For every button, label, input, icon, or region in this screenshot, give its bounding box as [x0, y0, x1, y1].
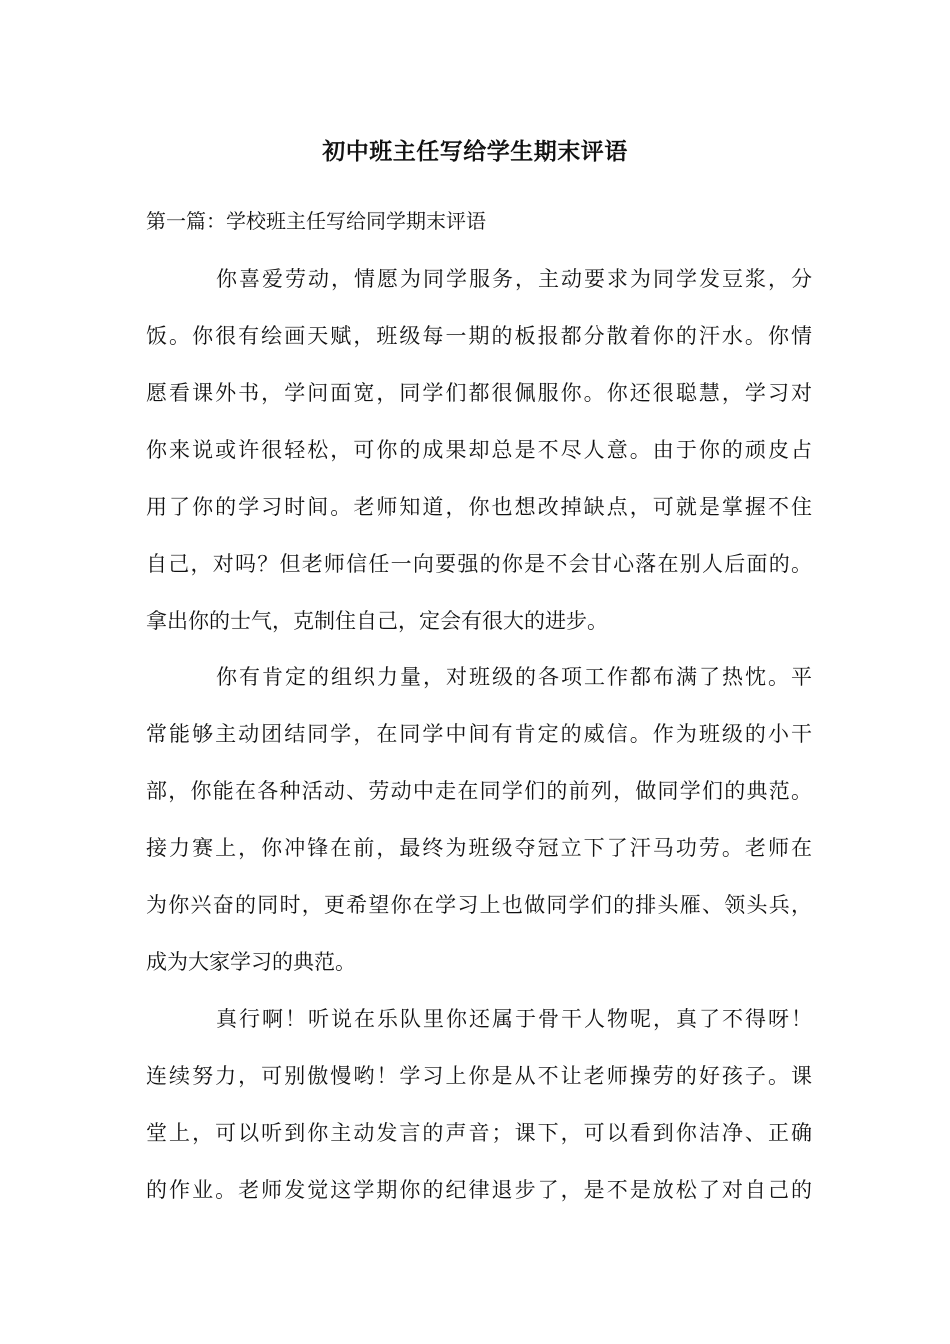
paragraph-line: 自己，对吗？但老师信任一向要强的你是不会甘心落在别人后面的。 — [146, 552, 812, 576]
paragraph-line: 成为大家学习的典范。 — [146, 950, 356, 974]
paragraph-line: 用了你的学习时间。老师知道，你也想改掉缺点，可就是掌握不住 — [146, 495, 812, 519]
paragraph-line: 饭。你很有绘画天赋，班级每一期的板报都分散着你的汗水。你情 — [146, 324, 812, 348]
paragraph-line: 你有肯定的组织力量，对班级的各项工作都布满了热忱。平 — [216, 665, 812, 689]
paragraph-3 — [146, 991, 812, 1219]
paragraph-line: 堂上，可以听到你主动发言的声音；课下，可以看到你洁净、正确 — [146, 1121, 812, 1145]
paragraph-line: 你喜爱劳动，情愿为同学服务，主动要求为同学发豆浆，分 — [216, 267, 812, 291]
paragraph-line: 部，你能在各种活动、劳动中走在同学们的前列，做同学们的典范。 — [146, 779, 812, 803]
paragraph-line: 为你兴奋的同时，更希望你在学习上也做同学们的排头雁、领头兵， — [146, 893, 812, 917]
paragraph-line: 的作业。老师发觉这学期你的纪律退步了，是不是放松了对自己的 — [146, 1178, 812, 1202]
document-title: 初中班主任写给学生期末评语 — [322, 138, 628, 165]
paragraph-line: 真行啊！听说在乐队里你还属于骨干人物呢，真了不得呀！ — [216, 1007, 812, 1031]
paragraph-line: 愿看课外书，学问面宽，同学们都很佩服你。你还很聪慧，学习对 — [146, 381, 812, 405]
paragraph-1 — [146, 251, 812, 650]
paragraph-line: 连续努力，可别傲慢哟！学习上你是从不让老师操劳的好孩子。课 — [146, 1064, 812, 1088]
paragraph-line: 常能够主动团结同学，在同学中间有肯定的威信。作为班级的小干 — [146, 722, 812, 746]
paragraph-line: 拿出你的士气，克制住自己，定会有很大的进步。 — [146, 609, 608, 633]
section-heading: 第一篇：学校班主任写给同学期末评语 — [146, 209, 486, 233]
paragraph-line: 你来说或许很轻松，可你的成果却总是不尽人意。由于你的顽皮占 — [146, 438, 812, 462]
paragraph-2 — [146, 649, 812, 991]
paragraph-line: 接力赛上，你冲锋在前，最终为班级夺冠立下了汗马功劳。老师在 — [146, 836, 812, 860]
